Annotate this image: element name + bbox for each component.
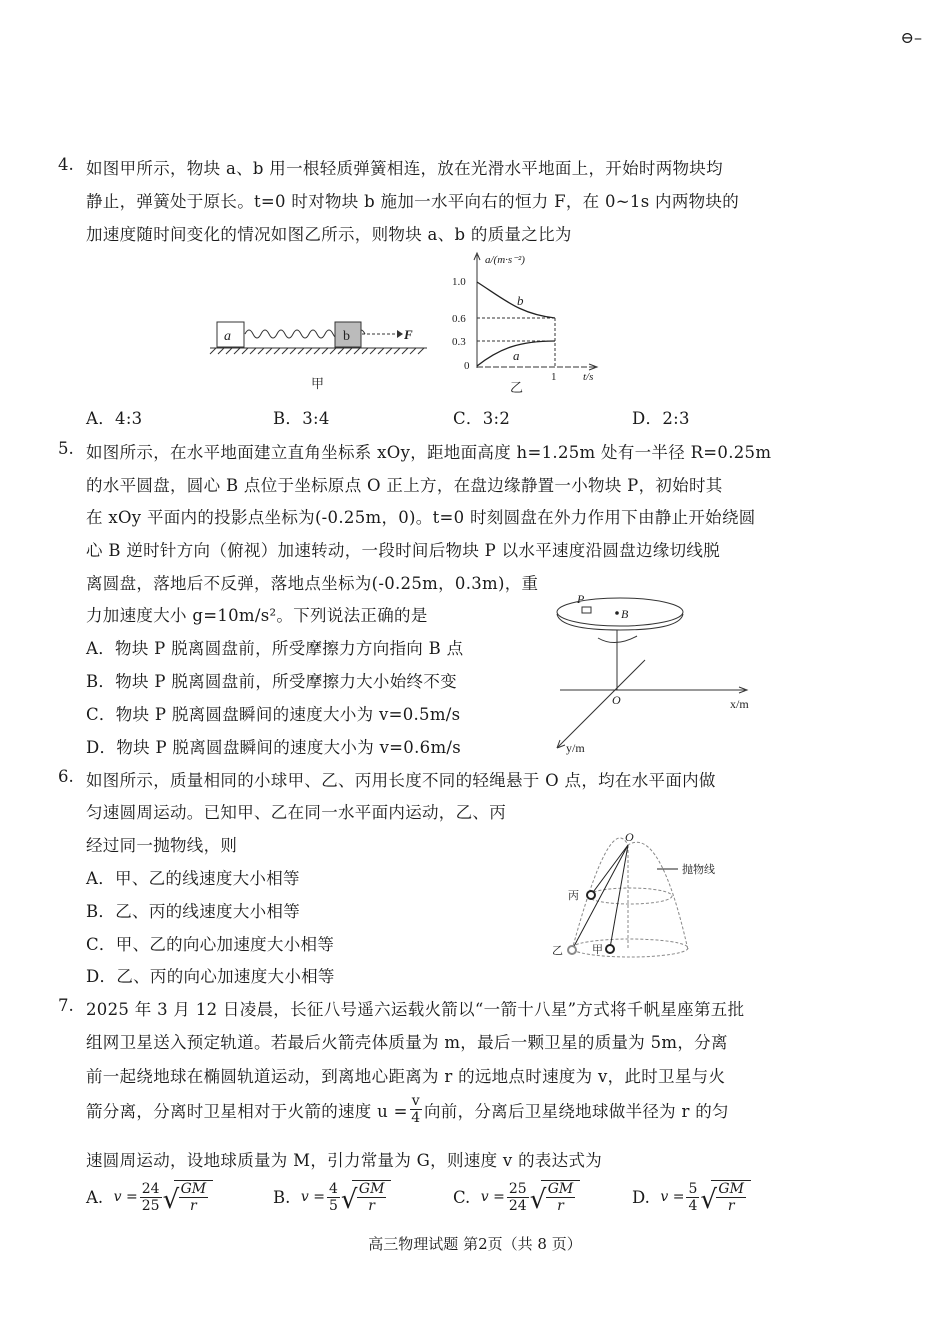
denominator: 25: [141, 1197, 160, 1214]
sqrt: [352, 1180, 392, 1214]
sqrt: [711, 1180, 751, 1214]
point-o-label: O: [625, 830, 634, 844]
q7-line: 组网卫星送入预定轨道。若最后火箭壳体质量为 m，最后一颗卫星的质量为 5m，分离: [86, 1033, 728, 1052]
radicand-numerator: √ GM: [718, 1181, 744, 1197]
q5-line: 心 B 逆时针方向（俯视）加速转动，一段时间后物块 P 以水平速度沿圆盘边缘切线脱: [86, 541, 721, 560]
ball-bing-label: 丙: [568, 890, 579, 902]
q7-option-d: [632, 1180, 751, 1214]
q5-line: 的水平圆盘，圆心 B 点位于坐标原点 O 正上方，在盘边缘静置一小物块 P，初始时其: [86, 476, 723, 495]
radicand-denominator: r: [190, 1198, 197, 1214]
denominator: 4: [688, 1197, 698, 1214]
denominator: 5: [328, 1197, 338, 1214]
q4-option-c: C．3:2: [453, 409, 511, 428]
ball-jia-label: 甲: [592, 944, 603, 956]
coefficient: [140, 1181, 162, 1214]
sqrt: [174, 1180, 214, 1214]
point-b-label: B: [621, 607, 629, 621]
u-fraction: [410, 1093, 422, 1126]
x-tick: 1: [551, 371, 557, 383]
origin-label: O: [612, 693, 621, 707]
option-label: D.: [632, 1187, 650, 1207]
radicand-numerator: √ GM: [547, 1181, 574, 1197]
numerator: 4: [328, 1180, 338, 1197]
caption-yi: 乙: [510, 380, 524, 395]
q6-line: 如图所示，质量相同的小球甲、乙、丙用长度不同的轻绳悬于 O 点，均在水平面内做: [86, 771, 716, 790]
q4-figure: [205, 250, 625, 400]
force-label: F: [404, 327, 413, 342]
q6-option-c: C．甲、乙的向心加速度大小相等: [86, 935, 335, 954]
q5-figure: [540, 590, 760, 760]
y-tick: 1.0: [452, 276, 466, 288]
caption-jia: 甲: [311, 376, 325, 391]
block-a-label: a: [224, 329, 231, 344]
point-p-label: P: [577, 592, 585, 606]
q5-number: 5.: [58, 439, 74, 458]
page-footer: 高三物理试题 第2页（共 8 页）: [368, 1235, 582, 1253]
curve-b: [477, 282, 555, 318]
q4-option-a: A．4:3: [86, 409, 143, 428]
x-axis-label: x/m: [730, 697, 749, 711]
option-label: B.: [273, 1187, 291, 1207]
radicand-numerator: √ GM: [180, 1181, 207, 1197]
figure-yi-graph: [452, 253, 597, 395]
q4-option-d: D．2:3: [632, 409, 690, 428]
q5-line: 离圆盘，落地后不反弹，落地点坐标为(-0.25m，0.3m)，重: [86, 574, 539, 593]
x-axis-label: t/s: [583, 371, 594, 383]
numerator: 24: [141, 1180, 160, 1197]
parabola-label: 抛物线: [682, 864, 715, 876]
q4-line: 如图甲所示，物块 a、b 用一根轻质弹簧相连，放在光滑水平地面上，开始时两物块均: [86, 159, 723, 178]
corner-mark: ⊖–: [900, 28, 922, 47]
ball-yi-label: 乙: [552, 945, 563, 957]
coefficient: [507, 1181, 529, 1214]
option-label: C.: [453, 1187, 471, 1207]
q7-line-4: [86, 1093, 729, 1126]
q7-line: 前一起绕地球在椭圆轨道运动，到离地心距离为 r 的远地点时速度为 v，此时卫星与火: [86, 1067, 726, 1086]
q7-option-c: [453, 1180, 580, 1214]
q4-number: 4.: [58, 155, 74, 174]
figure-jia: [210, 322, 427, 391]
q6-line: 经过同一抛物线，则: [86, 836, 238, 855]
q6-option-b: B．乙、丙的线速度大小相等: [86, 902, 301, 921]
coefficient: [327, 1181, 340, 1214]
q7-line-4-post: 向前，分离后卫星绕地球做半径为 r 的匀: [423, 1101, 729, 1121]
radicand-denominator: r: [727, 1198, 735, 1214]
radicand-denominator: r: [557, 1198, 564, 1214]
q7-line: 2025 年 3 月 12 日凌晨，长征八号遥六运载火箭以“一箭十八星”方式将千帆星座第五批: [86, 1000, 745, 1019]
q6-option-a: A．甲、乙的线速度大小相等: [86, 869, 300, 888]
y-tick: 0: [464, 360, 470, 372]
q6-number: 6.: [58, 767, 74, 786]
coefficient: [686, 1181, 699, 1214]
option-lhs: v =: [660, 1189, 685, 1205]
radicand-denominator: r: [368, 1198, 375, 1214]
q7-line-4-pre: 箭分离，分离时卫星相对于火箭的速度 u =: [86, 1101, 408, 1121]
q6-option-d: D．乙、丙的向心加速度大小相等: [86, 967, 335, 986]
sqrt: [541, 1180, 581, 1214]
q5-option-a: A．物块 P 脱离圆盘前，所受摩擦力方向指向 B 点: [86, 639, 464, 658]
block-b-label: b: [343, 329, 350, 344]
option-lhs: v =: [300, 1189, 325, 1205]
q4-line: 加速度随时间变化的情况如图乙所示，则物块 a、b 的质量之比为: [86, 225, 572, 244]
q7-number: 7.: [58, 996, 74, 1015]
q5-option-d: D．物块 P 脱离圆盘瞬间的速度大小为 v=0.6m/s: [86, 738, 462, 757]
q5-line: 力加速度大小 g=10m/s²。下列说法正确的是: [86, 606, 428, 625]
q5-option-b: B．物块 P 脱离圆盘前，所受摩擦力大小始终不变: [86, 672, 457, 691]
y-tick: 0.6: [452, 313, 466, 325]
q5-option-c: C．物块 P 脱离圆盘瞬间的速度大小为 v=0.5m/s: [86, 705, 461, 724]
y-axis-label: y/m: [566, 741, 585, 755]
q5-line: 如图所示，在水平地面建立直角坐标系 xOy，距地面高度 h=1.25m 处有一半径 R=0.25m: [86, 443, 772, 462]
y-axis-label: a/(m·s⁻²): [485, 254, 525, 266]
q4-line: 静止，弹簧处于原长。t=0 时对物块 b 施加一水平向右的恒力 F，在 0~1s 内两物块的: [86, 192, 740, 211]
numerator: 5: [688, 1180, 698, 1197]
q6-line: 匀速圆周运动。已知甲、乙在同一水平面内运动，乙、丙: [86, 803, 506, 822]
option-lhs: v =: [480, 1189, 505, 1205]
q5-line: 在 xOy 平面内的投影点坐标为(-0.25m，0)。t=0 时刻圆盘在外力作用下由静止开始绕圆: [86, 508, 756, 527]
q4-option-b: B．3:4: [273, 409, 330, 428]
y-tick: 0.3: [452, 336, 466, 348]
fraction-denominator: 4: [411, 1110, 421, 1126]
numerator: 25: [508, 1180, 527, 1197]
option-lhs: v =: [113, 1189, 138, 1205]
q7-line: 速圆周运动，设地球质量为 M，引力常量为 G，则速度 v 的表达式为: [86, 1151, 603, 1170]
q7-option-b: [273, 1180, 391, 1214]
option-label: A.: [86, 1187, 104, 1207]
radicand-numerator: √ GM: [358, 1181, 385, 1197]
denominator: 24: [508, 1197, 527, 1214]
curve-a-label: a: [513, 348, 520, 363]
curve-b-label: b: [517, 293, 524, 308]
q7-option-a: [86, 1180, 213, 1214]
q6-figure: [550, 825, 750, 965]
fraction-numerator: v: [411, 1093, 420, 1109]
